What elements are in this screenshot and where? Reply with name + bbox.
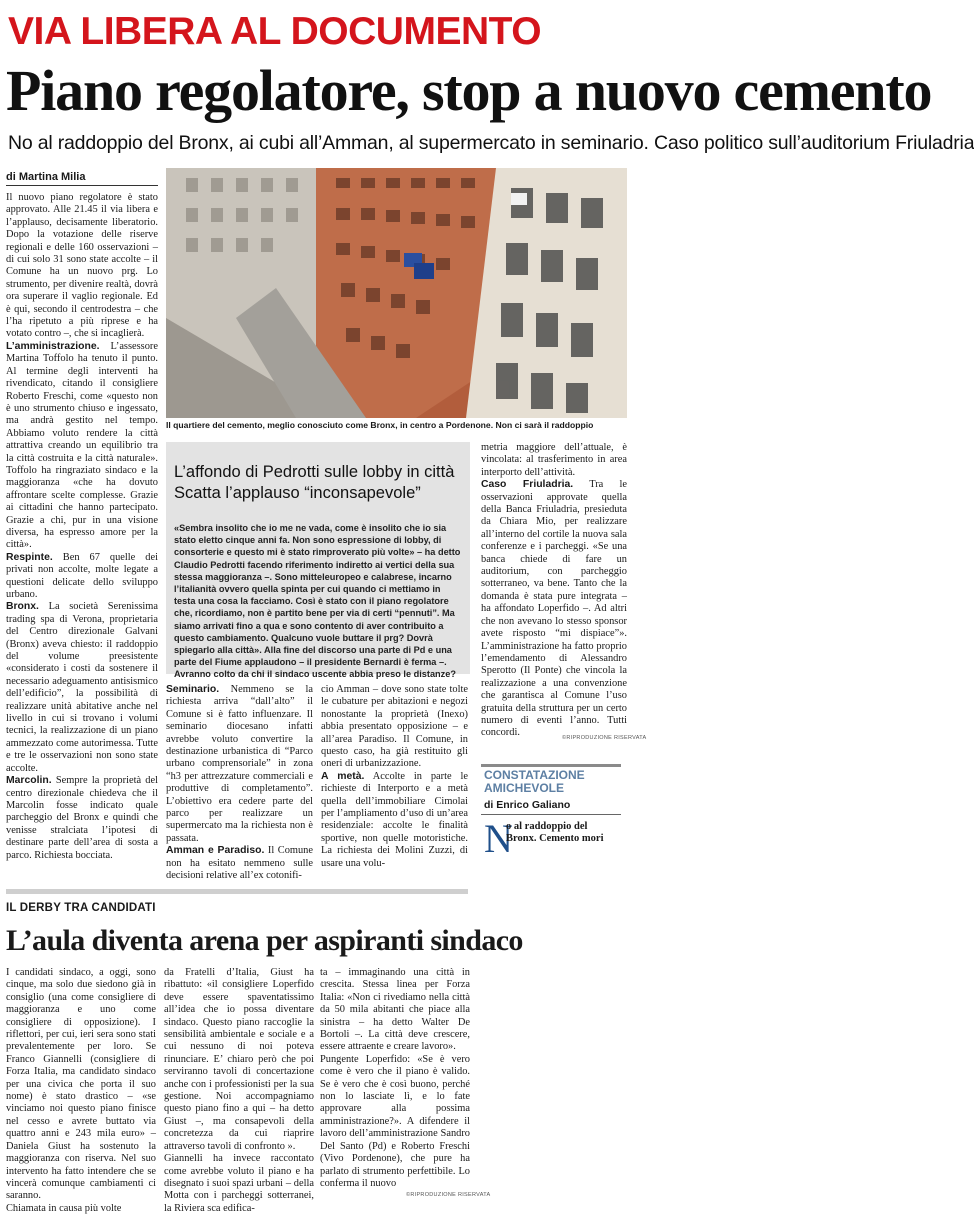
paragraph: Il nuovo piano regolatore è stato approvato. Alle 21.45 il via libera e l’applauso, decisamente liberatorio. Dopo la votazione delle riserve regionali e delle 160 osservazioni – di cui solo 31 sono state accolte – il Comune ha un nuovo prg. Lo strumento, per divenire realtà, dovrà ora superare il vaglio regionale. Ed è qui, secondo il centrodestra – che l’ha ripetuto a più riprese e ha votato contro –, che si incaglierà. (6, 192, 158, 340)
paragraph: Bronx. La società Serenissima trading spa di Verona, proprietaria del Centro direzionale Galvani (Bronx) aveva chiesto: il raddoppio del volume preesistente «considerato i costi da sostenere il necessario adeguamento antisismico dell’edificio”, la possibilità di realizzare unità abitative anche nel livello in cui si trovano i volumi tecnici, la realizzazione di un piano ammezzato come autorimessa. Tutte e tre le osservazioni non sono state accolte. (6, 601, 158, 774)
box-body: «Sembra insolito che io me ne vada, come è insolito che io sia stato eletto cinque anni fa. Non sono espressione di lobby, di consorterie e questo mi è stato rimproverato più volte» – ha detto Claudio Pedrotti facendo riferimento indiretto ai vertici della sua stessa maggioranza –. Sono mitteleuropeo e calabrese, incarno l’italianità ovvero quella spinta per cui quando ci mettiamo in testa una cosa la facciamo. Così è stato con il piano regolatore che, ricordiamo, non è partito bene per via di certi “pennuti”. Ma siamo arrivati fino a qua e sono contento di aver contribuito a questo cambiamento. Qualcuno vuole buttare il prg? Dovrà spiegarlo alla città». Alla fine del discorso una parte di Pd e una parte del Fiume applaudono – il presidente Bernardi è ferma –. Avranno colto da chi il sindaco uscente abbia preso le distanze? (174, 523, 461, 680)
paragraph: Respinte. Ben 67 quelle dei privati non accolte, molte legate a questioni delicate dello sviluppo urbano. (6, 551, 158, 600)
headline: Piano regolatore, stop a nuovo cemento (6, 58, 932, 123)
divider (481, 814, 621, 815)
paragraph: cio Amman – dove sono state tolte le cubature per abitazioni e negozi nonostante la proprietà (Inexo) abbia presentato opposizione – e all’area Paradiso. Il Comune, in questo caso, ha già restituito gli oneri di urbanizzazione. (321, 684, 468, 770)
subheadline: No al raddoppio del Bronx, ai cubi all’Amman, al supermercato in seminario. Caso politico sull’auditorium Friuladria (8, 132, 974, 154)
section-label: IL DERBY TRA CANDIDATI (6, 902, 156, 914)
article-column-3 (321, 684, 468, 874)
article-column-2 (166, 684, 313, 882)
box-title: L’affondo di Pedrotti sulle lobby in città Scatta l’applauso “inconsapevole” (174, 463, 455, 502)
drop-cap: N (484, 816, 513, 861)
building-illustration (166, 168, 627, 418)
second-article-column-2: da Fratelli d’Italia, Giust ha ribattuto: «il consigliere Loperfido deve essere spaventatissimo all’idea che io possa diventare sindaco. Questo piano raccoglie la sensibilità ambientale e sociale e a cui nessuno di noi poteva rinunciare. E’ chiaro però che poi serviranno tavoli di concertazione anche con i professionisti per la sua gestione. Noi accompagniamo questo piano fino a qui – ha detto Giust –, ma consapevoli della concretezza da cui riaprire attraverso tavoli di confronto ». Giannelli ha invece raccontato come avrebbe voluto il piano e ha disegnato i suoi spazi urbani – della Motta con i parcheggi sotterranei, la Riviera sca edifica- (164, 967, 314, 1214)
byline: di Martina Milia (6, 170, 158, 186)
article-column-1 (6, 192, 158, 867)
paragraph: Marcolin. Sempre la proprietà del centro direzionale chiedeva che il Marcolin fosse indicato quale parcheggio del Bronx e quindi che venisse stralciata l’ipotesi di destinare parte dell’area di sosta a parco. Richiesta bocciata. (6, 775, 158, 861)
kicker: VIA LIBERA AL DOCUMENTO (8, 10, 542, 53)
copyright-notice: ©RIPRODUZIONE RISERVATA (562, 735, 647, 741)
copyright-notice: ©RIPRODUZIONE RISERVATA (406, 1192, 491, 1198)
second-article-column-3: ta – immaginando una città in crescita. Stessa linea per Forza Italia: «Non ci rivediamo nella città da 50 mila abitanti che piace alla sinistra – ha detto Walter De Bortoli –. La città deve crescere, essere attraente e creare lavoro». Pungente Loperfido: «Se è vero come è vero che il piano è valido. Se è vero che è così buono, perché non lo lasciate lì, e lo fate approvare alla possima amministrazione?». A difendere il lavoro dell’amministrazione Sandro Del Santo (Pd) e Roberto Freschi (Vivo Pordenone), che pure ha parlato di strumento perfettibile. Lo conferma il nuovo (320, 967, 470, 1189)
column-title: CONSTATAZIONE AMICHEVOLE (484, 768, 585, 795)
section-divider (6, 889, 468, 894)
divider (481, 764, 621, 767)
sidebar-box-pedrotti (166, 442, 470, 680)
bronx-building-photo (166, 168, 627, 418)
photo-caption: Il quartiere del cemento, meglio conosciuto come Bronx, in centro a Pordenone. Non ci sarà il raddoppio (166, 420, 594, 430)
paragraph: Amman e Paradiso. Il Comune non ha esitato nemmeno sulle decisioni relative all’ex cotonifi- (166, 845, 313, 882)
column-teaser: o al raddoppio del Bronx. Cemento mori (506, 821, 604, 844)
paragraph: metria maggiore dell’attuale, è vincolata: al trasferimento in area interporto dell’attività. (481, 442, 627, 478)
column-author: di Enrico Galiano (484, 799, 571, 811)
paragraph: A metà. Accolte in parte le richieste di Interporto e a metà quella dell’immobiliare Cimolai per l’ampliamento d’uso di un’area residenziale: accolte le finalità sportive, non quelle motoristiche. La richiesta dei Molini Zuzzi, di usare una volu- (321, 770, 468, 869)
second-headline: L’aula diventa arena per aspiranti sindaco (6, 924, 523, 957)
paragraph: Caso Friuladria. Tra le osservazioni approvate quella della Banca Friuladria, presieduta da Chiara Mio, per realizzare all’interno del cortile la nuova sala conferenze e i parcheggi. «Se una banca chiede di fare un auditorium, con parcheggio sotterraneo, va bene. Tanto che la domanda è stata pure integrata – ha affondato Loperfido –. Ad altri che non avevano lo stesso sponsor avete risposto “mi dispiace”». L’amministrazione ha fatto proprio l’emendamento di Alessandro Sperotto (Il Ponte) che vincola la realizzazione a una convenzione che garantisca al Comune l’uso gratuita della struttura per un certo numero di eventi l’anno. Tutti concordi. (481, 479, 628, 739)
paragraph: L’amministrazione. L’assessore Martina Toffolo ha tenuto il punto. Al termine degli interventi ha rivendicato, citando il consigliere Roberto Freschi, come «questo non è uno strumento chiuso e ingessato, ma andrà gestito nel tempo. Abbiamo voluto rendere la città attrattiva creando un equilibrio tra la città costruita e la città naturale». Toffolo ha ringraziato sindaco e la maggioranza «che ha dovuto affrontare scelte complesse. Grazie ai cittadini che hanno partecipato. Grazie a chi, pur in una visione diversa, ha espresso amore per la città». (6, 340, 158, 551)
second-article-column-1: I candidati sindaco, a oggi, sono cinque, ma solo due siedono già in consiglio (una come consigliere di maggioranza e uno come consigliere di opposizione). I riflettori, per cui, ieri sera sono stati prevalentemente per loro. Se Franco Giannelli (consigliere di Forza Italia, ma candidato sindaco per una civica che porta il suo nome) è stato drastico – «se vinciamo noi questo piano finisce nel cesso e avrete buttato via quattro anni e 243 mila euro» – Daniela Giust ha sostenuto la maggioranza con riserva. Nel suo intervento ha fatto intendere che se vincerà comunque cambiamenti ci saranno. Chiamata in causa più volte (6, 967, 156, 1214)
paragraph: Seminario. Nemmeno se la richiesta arriva “dall’alto” il Comune si è fatto influenzare. Il seminario diocesano infatti avrebbe voluto convertire la destinazione urbanistica di “Parco urbano comprensoriale” in zona “h3 per attrezzature commerciali e produttive di completamento”. L’obiettivo era cedere parte del parco per realizzare un supermercato ma la richiesta non è passata. (166, 684, 313, 844)
